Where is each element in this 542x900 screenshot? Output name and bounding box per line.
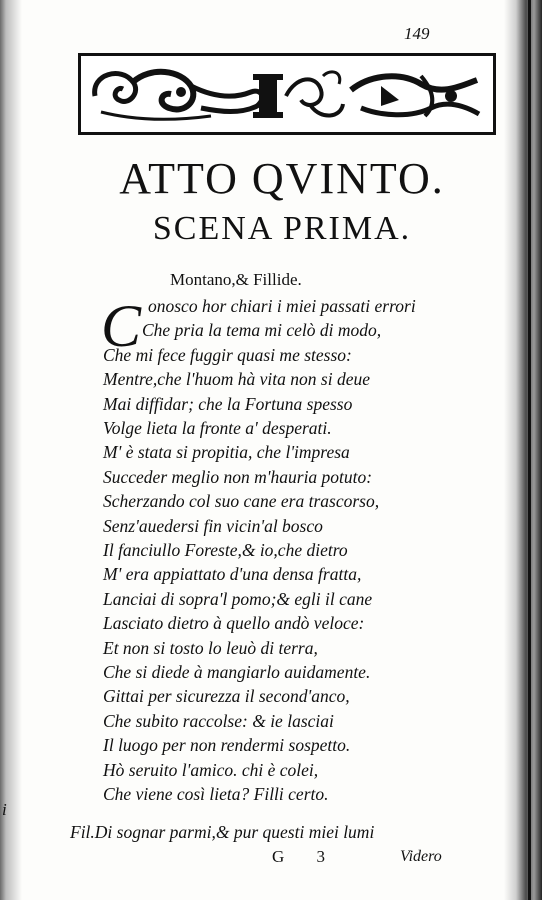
- verse-line: Volge lieta la fronte a' desperati.: [103, 418, 332, 438]
- verse-line: Lanciai di sopra'l pomo;& egli il cane: [103, 588, 373, 609]
- woodcut-ornament-icon: [78, 53, 496, 135]
- verse-line: Che mi fece fuggir quasi me stesso:: [103, 344, 352, 365]
- final-speaker-line: Fil.Di sognar parmi,& pur questi miei lumi: [70, 822, 375, 842]
- verse-line: Mai diffidar; che la Fortuna spesso: [103, 393, 353, 414]
- act-title: ATTO QVINTO.: [119, 154, 445, 203]
- right-page-edge: [504, 0, 542, 900]
- verse-line: Che subito raccolse: & ie lasciai: [103, 710, 334, 731]
- verse-line: onosco hor chiari i miei passati errori: [148, 296, 416, 316]
- verse-line: Hò seruito l'amico. chi è colei,: [103, 759, 319, 780]
- verse-line: Mentre,che l'huom hà vita non si deue: [103, 369, 370, 390]
- drop-capital: C: [101, 293, 142, 359]
- speakers-line: Montano,& Fillide.: [170, 270, 302, 289]
- verse-line: Che viene così lieta? Filli certo.: [103, 784, 329, 804]
- verse-line: M' era appiattato d'una densa fratta,: [103, 564, 362, 585]
- margin-note: i: [2, 800, 7, 819]
- verse-line: Il luogo per non rendermi sospetto.: [103, 735, 351, 756]
- verse-line: M' è stata si propitia, che l'impresa: [103, 442, 350, 463]
- verse-line: Succeder meglio non m'hauria potuto:: [103, 466, 373, 487]
- signature-mark: G 3: [272, 847, 340, 866]
- verse-line: Senz'auedersi fin vicin'al bosco: [103, 515, 323, 536]
- verse-line: Gittai per sicurezza il second'anco,: [103, 686, 350, 707]
- verse-line: Il fanciullo Foreste,& io,che dietro: [103, 540, 348, 560]
- catchword: Videro: [400, 848, 442, 865]
- verse-line: Et non si tosto lo leuò di terra,: [103, 637, 318, 658]
- left-page-gutter: [0, 0, 30, 900]
- page-number: 149: [404, 24, 430, 43]
- verse-line: Che pria la tema mi celò di modo,: [142, 320, 382, 341]
- verse-line: Lasciato dietro à quello andò veloce:: [103, 613, 365, 634]
- scene-title: SCENA PRIMA.: [152, 210, 412, 247]
- verse-line: Che si diede à mangiarlo auidamente.: [103, 662, 371, 682]
- verse-line: Scherzando col suo cane era trascorso,: [103, 491, 380, 512]
